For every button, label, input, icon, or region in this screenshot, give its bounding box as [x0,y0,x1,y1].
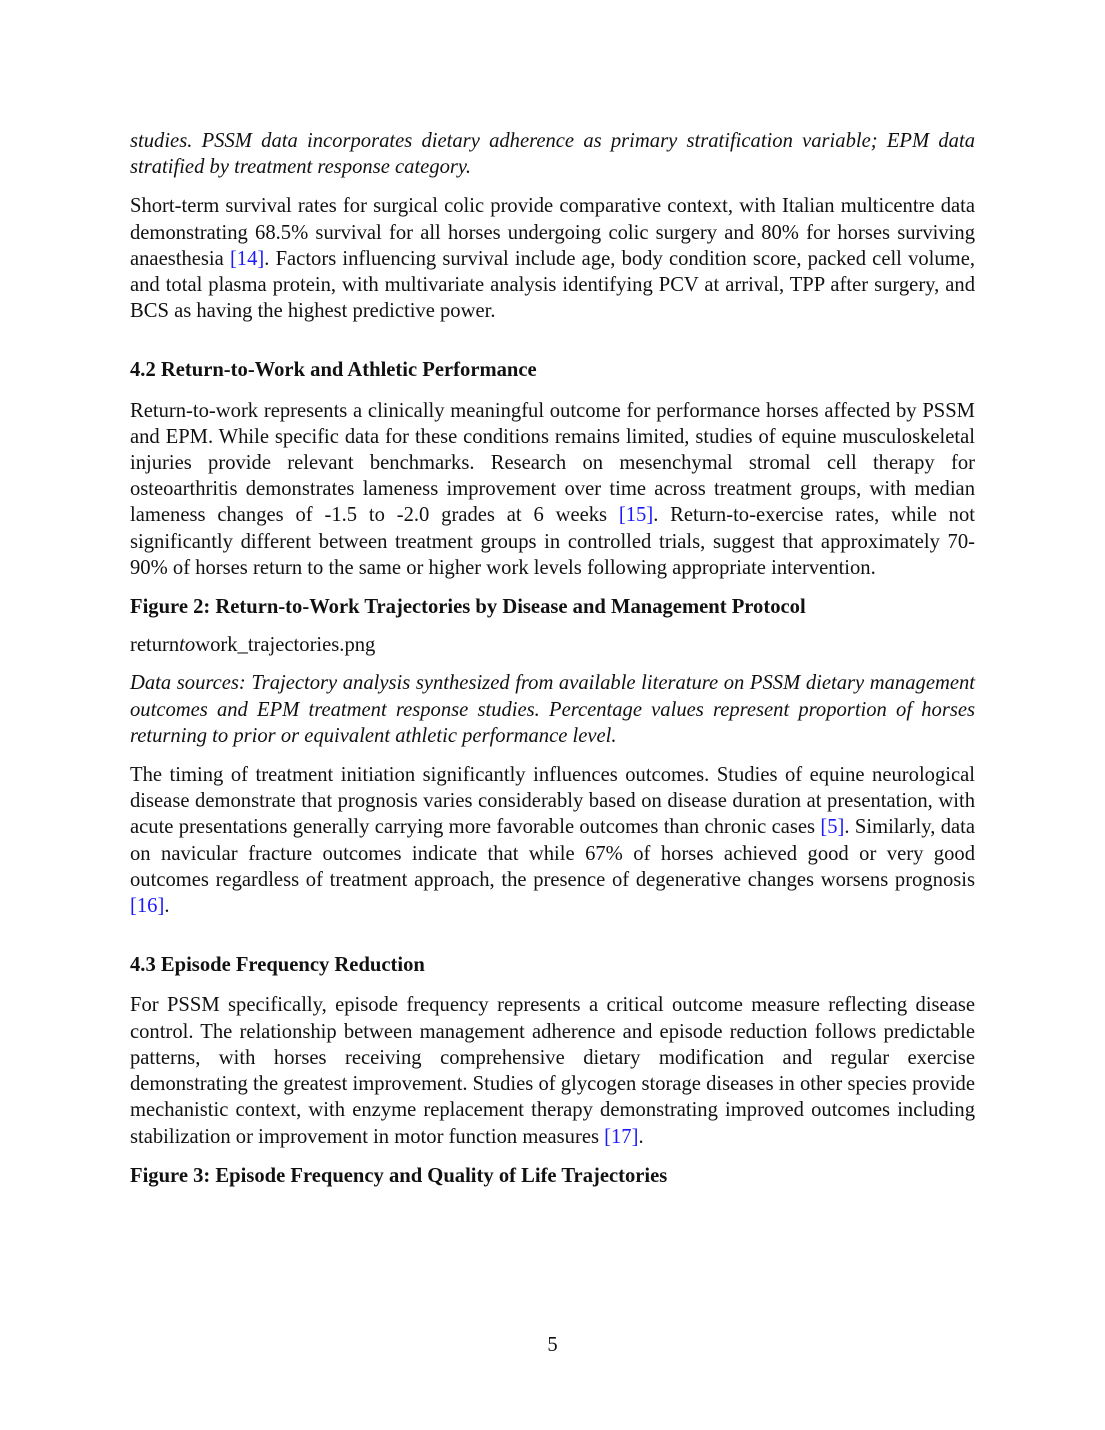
figure-2-title: Figure 2: Return-to-Work Trajectories by Disease and Management Protocol [130,596,806,619]
page-content [130,128,975,1201]
page-number: 5 [547,1334,558,1356]
paragraph-episode-frequency: For PSSM specifically, episode frequency represents a critical outcome measure reflecting disease control. The relationship between management adherence and episode reduction follows predictable patterns, with horses receiving comprehensive dietary modification and regular exercise demonstrating the greatest improvement. Studies of glycogen storage diseases in other species provide mechanistic context, with enzyme replacement therapy demonstrating improved outcomes including stabilization or improvement in motor function measures [17]. [130,994,975,1148]
figure-1-caption-continuation: studies. PSSM data incorporates dietary adherence as primary stratification variable; EPM data stratified by treatment response category. [130,130,975,179]
section-heading-4-3: 4.3 Episode Frequency Reduction [130,954,425,977]
paragraph-treatment-timing: The timing of treatment initiation significantly influences outcomes. Studies of equine neurological disease demonstrate that prognosis varies considerably based on disease duration at presentation, with acute presentations generally carrying more favorable outcomes than chronic cases [5]. Similarly, data on navicular fracture outcomes indicate that while 67% of horses achieved good or very good outcomes regardless of treatment approach, the presence of degenerative changes worsens prognosis [16]. [130,764,976,918]
citation-14[interactable]: [14] [229,247,265,270]
figure-2-caption: Data sources: Trajectory analysis synthesized from available literature on PSSM dietary management outcomes and EPM treatment response studies. Percentage values represent proportion of horses returning to prior or equivalent athletic performance level. [130,672,975,747]
figure-3-title: Figure 3: Episode Frequency and Quality of Life Trajectories [130,1164,668,1187]
citation-16[interactable]: [16] [130,895,165,918]
figure-2-filename: returntowork_trajectories.png [130,634,376,657]
section-heading-4-2: 4.2 Return-to-Work and Athletic Performance [130,359,537,382]
citation-15[interactable]: [15] [618,504,654,527]
paragraph-surgical-colic: Short-term survival rates for surgical colic provide comparative context, with Italian multicentre data demonstrating 68.5% survival for all horses undergoing colic surgery and 80% for horses surviving anaesthesia [14]. Factors influencing survival include age, body condition score, packed cell volume, and total plasma protein, with multivariate analysis identifying PCV at arrival, TPP after surgery, and BCS as having the highest predictive power. [130,195,975,323]
citation-17[interactable]: [17] [604,1125,639,1148]
citation-5[interactable]: [5] [820,816,845,839]
paragraph-return-to-work: Return-to-work represents a clinically meaningful outcome for performance horses affected by PSSM and EPM. While specific data for these conditions remains limited, studies of equine musculoskeletal injuries provide relevant benchmarks. Research on mesenchymal stromal cell therapy for osteoarthritis demonstrates lameness improvement over time across treatment groups, with median lameness changes of -1.5 to -2.0 grades at 6 weeks [15]. Return-to-exercise rates, while not significantly different between treatment groups in controlled trials, suggest that approximately 70-90% of horses return to the same or higher work levels following appropriate intervention. [130,399,975,579]
